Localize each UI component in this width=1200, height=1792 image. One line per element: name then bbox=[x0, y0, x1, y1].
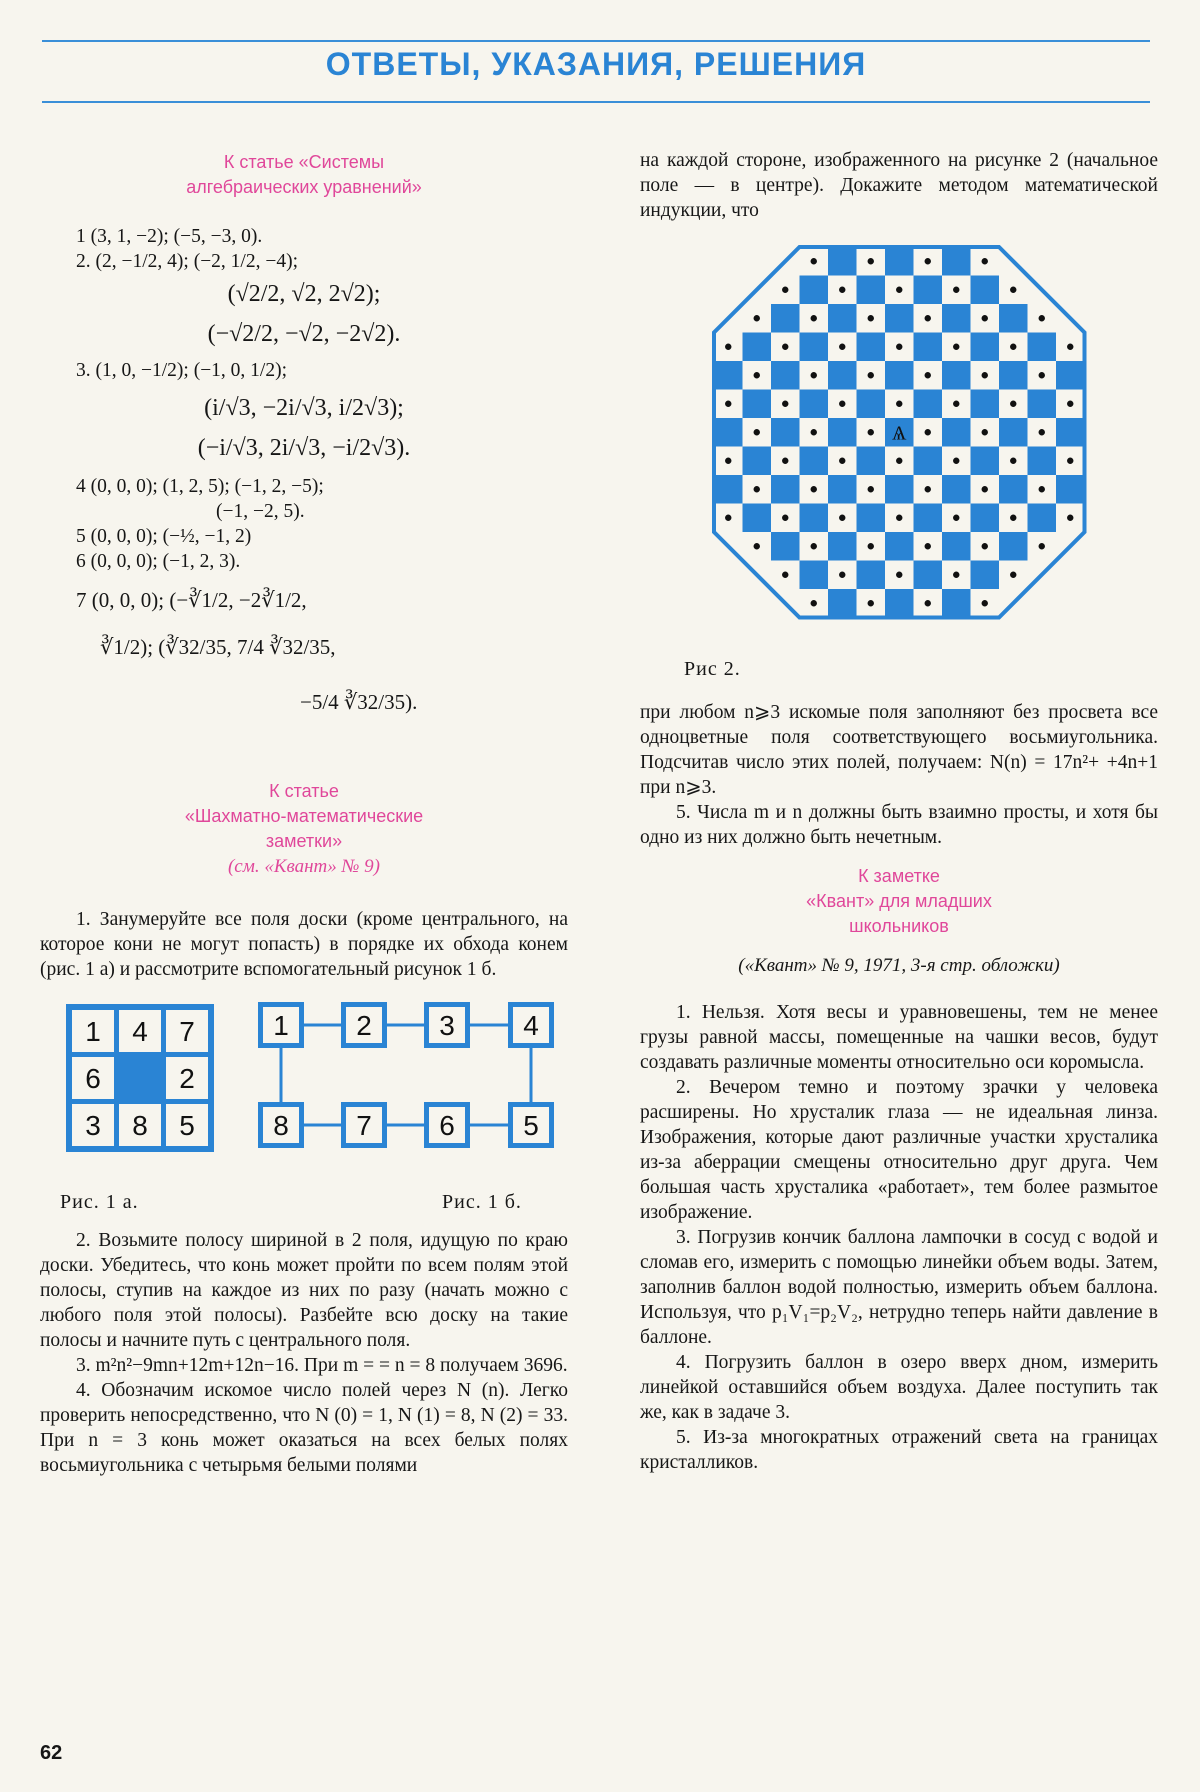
board-cell-dot bbox=[982, 258, 988, 264]
board-cell-dot bbox=[725, 515, 731, 521]
answer-line: ∛1/2); (∛32/35, 7/4 ∛32/35, bbox=[100, 635, 336, 659]
board-cell-dot bbox=[811, 372, 817, 378]
board-cell-dot bbox=[925, 315, 931, 321]
board-blue-cell bbox=[828, 418, 857, 447]
board-cell-dot bbox=[1039, 486, 1045, 492]
board-cell-dot bbox=[725, 344, 731, 350]
board-blue-cell bbox=[771, 475, 800, 504]
answer-line: (−i/√3, 2i/√3, −i/2√3). bbox=[197, 435, 411, 461]
board-cell-dot bbox=[925, 600, 931, 606]
board-cell-dot bbox=[811, 486, 817, 492]
board-blue-cell bbox=[771, 361, 800, 390]
figure-caption: Рис. 1 б. bbox=[442, 1191, 522, 1213]
section1-heading: алгебраических уравнений» bbox=[186, 177, 422, 197]
board-blue-cell bbox=[999, 361, 1028, 390]
board-blue-cell bbox=[800, 276, 829, 305]
board-cell-dot bbox=[782, 287, 788, 293]
board-cell-dot bbox=[725, 458, 731, 464]
solution-paragraph: 5. Числа m и n должны быть взаимно просты, и хотя бы одно из них должно быть нечетным. bbox=[640, 802, 1158, 848]
board-blue-cell bbox=[714, 475, 743, 504]
figure-caption: Рис 2. bbox=[684, 658, 741, 680]
board-blue-cell bbox=[743, 504, 772, 533]
board-cell-dot bbox=[953, 287, 959, 293]
board-blue-cell bbox=[800, 447, 829, 476]
board-cell-dot bbox=[1010, 515, 1016, 521]
section3-heading: К заметке bbox=[858, 866, 940, 886]
board-cell-dot bbox=[754, 486, 760, 492]
board-blue-cell bbox=[999, 475, 1028, 504]
answer-line: (√2/2, √2, 2√2); bbox=[227, 281, 381, 307]
solution-paragraph: при любом n⩾3 искомые поля заполняют без просвета все одноцветные поля соответствующего восьмиугольника. Подсчитав число этих полей, получаем: N(n) = 17n²+ +4n+1 при n⩾3. bbox=[640, 702, 1158, 798]
figure-1b-chain bbox=[258, 1002, 558, 1152]
board-cell-dot bbox=[1039, 543, 1045, 549]
board-cell-dot bbox=[1010, 401, 1016, 407]
board-blue-cell bbox=[971, 504, 1000, 533]
board-cell-dot bbox=[839, 572, 845, 578]
board-blue-cell bbox=[999, 304, 1028, 333]
board-cell-dot bbox=[896, 287, 902, 293]
answer-line: 7 (0, 0, 0); (−∛1/2, −2∛1/2, bbox=[76, 588, 307, 612]
board-blue-cell bbox=[800, 390, 829, 419]
board-blue-cell bbox=[771, 532, 800, 561]
board-cell-dot bbox=[782, 572, 788, 578]
board-blue-cell bbox=[828, 304, 857, 333]
board-blue-cell bbox=[828, 532, 857, 561]
board-cell-dot bbox=[1067, 401, 1073, 407]
page-number: 62 bbox=[40, 1742, 63, 1764]
board-cell-dot bbox=[782, 515, 788, 521]
board-blue-cell bbox=[828, 361, 857, 390]
board-blue-cell bbox=[714, 361, 743, 390]
board-blue-cell bbox=[999, 418, 1028, 447]
answer-line: 6 (0, 0, 0); (−1, 2, 3). bbox=[76, 551, 241, 572]
answer-line: 4 (0, 0, 0); (1, 2, 5); (−1, 2, −5); bbox=[76, 476, 324, 497]
solution-paragraph: 1. Нельзя. Хотя весы и уравновешены, тем не менее грузы равной массы, помещенные на чашки весов, будут создавать различные моменты относительно оси коромысла. bbox=[640, 1002, 1158, 1073]
solution-paragraph: на каждой стороне, изображенного на рисунке 2 (начальное поле — в центре). Докажите методом математической индукции, что bbox=[640, 150, 1158, 221]
board-blue-cell bbox=[1056, 475, 1085, 504]
board-cell-dot bbox=[868, 486, 874, 492]
board-cell-dot bbox=[782, 458, 788, 464]
board-center-label: Ѧ bbox=[892, 420, 907, 445]
board-blue-cell bbox=[942, 247, 971, 276]
board-blue-cell bbox=[828, 475, 857, 504]
board-cell-dot bbox=[953, 401, 959, 407]
section2-heading: К статье bbox=[269, 781, 339, 801]
board-cell-dot bbox=[953, 515, 959, 521]
figure-1 bbox=[40, 982, 568, 1182]
board-cell-dot bbox=[982, 372, 988, 378]
board-blue-cell bbox=[971, 276, 1000, 305]
board-cell-dot bbox=[782, 401, 788, 407]
board-blue-cell bbox=[942, 304, 971, 333]
board-cell-dot bbox=[896, 458, 902, 464]
board-blue-cell bbox=[1056, 361, 1085, 390]
board-blue-cell bbox=[942, 361, 971, 390]
board-cell-dot bbox=[1039, 315, 1045, 321]
board-cell-dot bbox=[868, 429, 874, 435]
board-blue-cell bbox=[1028, 333, 1057, 362]
board-cell-dot bbox=[811, 258, 817, 264]
solution-paragraph: 4. Обозначим искомое число полей через N (n). Легко проверить непосредственно, что N (0) = 1, N (1) = 8, N (2) = 33. При n = 3 конь может оказаться на всех белых полях восьмиугольника с четырьмя белыми полями bbox=[40, 1380, 568, 1476]
board-cell-dot bbox=[754, 543, 760, 549]
answer-line: 5 (0, 0, 0); (−½, −1, 2) bbox=[76, 526, 252, 547]
board-cell-dot bbox=[982, 543, 988, 549]
board-cell-dot bbox=[1039, 372, 1045, 378]
board-blue-cell bbox=[885, 532, 914, 561]
board-blue-cell bbox=[971, 333, 1000, 362]
board-cell-dot bbox=[1039, 429, 1045, 435]
section3-subheading: («Квант» № 9, 1971, 3-я стр. обложки) bbox=[738, 955, 1060, 976]
board-cell-dot bbox=[925, 486, 931, 492]
header-rule-bottom bbox=[42, 101, 1150, 103]
solution-paragraph: 3. m²n²−9mn+12m+12n−16. При m = = n = 8 получаем 3696. bbox=[76, 1355, 568, 1376]
board-cell-dot bbox=[754, 372, 760, 378]
board-cell-dot bbox=[953, 344, 959, 350]
chain-node: 2 bbox=[341, 1002, 387, 1048]
grid-cell: 4 bbox=[119, 1010, 161, 1052]
page-title: ОТВЕТЫ, УКАЗАНИЯ, РЕШЕНИЯ bbox=[325, 46, 867, 82]
board-blue-cell bbox=[942, 532, 971, 561]
board-blue-cell bbox=[942, 589, 971, 618]
section1-heading: К статье «Системы bbox=[223, 152, 385, 172]
board-blue-cell bbox=[857, 276, 886, 305]
grid-cell-center bbox=[119, 1057, 161, 1099]
board-blue-cell bbox=[885, 361, 914, 390]
board-cell-dot bbox=[925, 429, 931, 435]
grid-cell: 8 bbox=[119, 1104, 161, 1146]
board-blue-cell bbox=[857, 447, 886, 476]
board-cell-dot bbox=[868, 258, 874, 264]
board-cell-dot bbox=[953, 458, 959, 464]
board-cell-dot bbox=[868, 315, 874, 321]
board-cell-dot bbox=[782, 344, 788, 350]
chain-node: 7 bbox=[341, 1102, 387, 1148]
board-cell-dot bbox=[982, 486, 988, 492]
chain-node: 3 bbox=[424, 1002, 470, 1048]
board-cell-dot bbox=[725, 401, 731, 407]
board-cell-dot bbox=[1010, 287, 1016, 293]
board-blue-cell bbox=[914, 333, 943, 362]
board-cell-dot bbox=[896, 515, 902, 521]
board-cell-dot bbox=[754, 315, 760, 321]
section3-heading: «Квант» для младших bbox=[806, 891, 992, 911]
solution-paragraph: 2. Вечером темно и поэтому зрачки у человека расширены. Но хрусталик глаза — не идеальная линза. Изображения, которые дают различные участки хрусталика из-за аберрации смещены относительно друг друга. Чем большая часть хрусталика «работает», тем более размытое изображение. bbox=[640, 1077, 1158, 1223]
figure-caption: Рис. 1 а. bbox=[60, 1191, 139, 1213]
solution-paragraph: 4. Погрузить баллон в озеро вверх дном, измерить линейкой оставшийся объем воздуха. Далее поступить так же, как в задаче 3. bbox=[640, 1352, 1158, 1423]
solution-paragraph: 1. Занумеруйте все поля доски (кроме центрального, на которое кони не могут попасть) в порядке их обхода конем (рис. 1 а) и рассмотрите вспомогательный рисунок 1 б. bbox=[40, 909, 568, 980]
board-blue-cell bbox=[914, 447, 943, 476]
board-blue-cell bbox=[914, 276, 943, 305]
right-column bbox=[640, 148, 1158, 1475]
octagon-board bbox=[640, 241, 1158, 631]
board-blue-cell bbox=[885, 475, 914, 504]
board-blue-cell bbox=[800, 504, 829, 533]
board-cell-dot bbox=[1010, 344, 1016, 350]
board-blue-cell bbox=[857, 333, 886, 362]
board-cell-dot bbox=[811, 429, 817, 435]
board-cell-dot bbox=[811, 543, 817, 549]
board-cell-dot bbox=[839, 515, 845, 521]
chain-node: 1 bbox=[258, 1002, 304, 1048]
board-blue-cell bbox=[1028, 447, 1057, 476]
header-rule-top bbox=[42, 40, 1150, 42]
board-cell-dot bbox=[1067, 344, 1073, 350]
board-cell-dot bbox=[925, 372, 931, 378]
grid-cell: 5 bbox=[166, 1104, 208, 1146]
answer-line: 1 (3, 1, −2); (−5, −3, 0). bbox=[76, 226, 263, 247]
board-blue-cell bbox=[885, 304, 914, 333]
board-blue-cell bbox=[743, 447, 772, 476]
figure-2-board bbox=[640, 241, 1158, 631]
board-cell-dot bbox=[811, 315, 817, 321]
board-blue-cell bbox=[1056, 418, 1085, 447]
section3-heading: школьников bbox=[849, 916, 949, 936]
board-cell-dot bbox=[839, 344, 845, 350]
board-cell-dot bbox=[868, 600, 874, 606]
board-cell-dot bbox=[811, 600, 817, 606]
board-cell-dot bbox=[839, 287, 845, 293]
board-cell-dot bbox=[868, 372, 874, 378]
board-cell-dot bbox=[839, 401, 845, 407]
solution-paragraph: 3. Погрузив кончик баллона лампочки в сосуд с водой и сломав его, измерить с помощью линейки объем воды. Затем, заполнив баллон водой полностью, измерить объем баллона. Используя, что p₁V₁=p₂V₂, нетрудно теперь найти давление в баллоне. bbox=[640, 1227, 1158, 1348]
board-blue-cell bbox=[857, 504, 886, 533]
board-blue-cell bbox=[885, 247, 914, 276]
board-blue-cell bbox=[999, 532, 1028, 561]
board-blue-cell bbox=[857, 390, 886, 419]
board-cell-dot bbox=[1010, 572, 1016, 578]
board-cell-dot bbox=[1067, 458, 1073, 464]
answer-line: (−√2/2, −√2, −2√2). bbox=[207, 321, 401, 347]
board-cell-dot bbox=[1067, 515, 1073, 521]
section2-subheading: (см. «Квант» № 9) bbox=[227, 856, 380, 877]
board-blue-cell bbox=[914, 504, 943, 533]
board-cell-dot bbox=[982, 600, 988, 606]
solution-paragraph: 2. Возьмите полосу шириной в 2 поля, идущую по краю доски. Убедитесь, что конь может пройти по всем полям этой полосы, ступив на каждое из них по разу (начать можно с любого поля этой полосы). Разбейте всю доску на такие полосы и начните путь с центрального поля. bbox=[40, 1230, 568, 1351]
board-blue-cell bbox=[914, 561, 943, 590]
board-blue-cell bbox=[771, 304, 800, 333]
chain-node: 8 bbox=[258, 1102, 304, 1148]
grid-cell: 2 bbox=[166, 1057, 208, 1099]
grid-cell: 1 bbox=[72, 1010, 114, 1052]
answer-line: 2. (2, −1/2, 4); (−2, 1/2, −4); bbox=[76, 251, 299, 272]
chain-node: 4 bbox=[508, 1002, 554, 1048]
board-cell-dot bbox=[896, 344, 902, 350]
answer-line: (−1, −2, 5). bbox=[216, 501, 305, 522]
chain-node: 5 bbox=[508, 1102, 554, 1148]
section2-heading: «Шахматно-математические bbox=[184, 806, 424, 826]
board-cell-dot bbox=[896, 401, 902, 407]
answer-line: (i/√3, −2i/√3, i/2√3); bbox=[204, 395, 404, 421]
board-blue-cell bbox=[828, 589, 857, 618]
board-cell-dot bbox=[754, 429, 760, 435]
board-blue-cell bbox=[714, 418, 743, 447]
board-blue-cell bbox=[771, 418, 800, 447]
board-blue-cell bbox=[857, 561, 886, 590]
board-blue-cell bbox=[971, 390, 1000, 419]
board-blue-cell bbox=[1028, 390, 1057, 419]
board-cell-dot bbox=[925, 258, 931, 264]
grid-cell: 7 bbox=[166, 1010, 208, 1052]
board-cell-dot bbox=[896, 572, 902, 578]
figure-1a-grid bbox=[66, 1004, 214, 1152]
board-cell-dot bbox=[839, 458, 845, 464]
board-blue-cell bbox=[800, 333, 829, 362]
board-cell-dot bbox=[982, 315, 988, 321]
section2-heading: заметки» bbox=[265, 831, 343, 851]
board-blue-cell bbox=[743, 390, 772, 419]
board-blue-cell bbox=[971, 447, 1000, 476]
board-blue-cell bbox=[743, 333, 772, 362]
answer-line: −5/4 ∛32/35). bbox=[300, 690, 418, 714]
board-cell-dot bbox=[868, 543, 874, 549]
board-cell-dot bbox=[925, 543, 931, 549]
board-cell-dot bbox=[982, 429, 988, 435]
chain-node: 6 bbox=[424, 1102, 470, 1148]
board-blue-cell bbox=[971, 561, 1000, 590]
left-column bbox=[40, 150, 568, 1478]
board-blue-cell bbox=[914, 390, 943, 419]
grid-cell: 3 bbox=[72, 1104, 114, 1146]
grid-cell: 6 bbox=[72, 1057, 114, 1099]
board-blue-cell bbox=[828, 247, 857, 276]
solution-paragraph: 5. Из-за многократных отражений света на границах кристалликов. bbox=[640, 1427, 1158, 1473]
board-blue-cell bbox=[800, 561, 829, 590]
board-blue-cell bbox=[885, 589, 914, 618]
board-cell-dot bbox=[953, 572, 959, 578]
answer-line: 3. (1, 0, −1/2); (−1, 0, 1/2); bbox=[76, 360, 288, 381]
board-cell-dot bbox=[1010, 458, 1016, 464]
board-blue-cell bbox=[942, 475, 971, 504]
board-blue-cell bbox=[1028, 504, 1057, 533]
board-blue-cell bbox=[942, 418, 971, 447]
